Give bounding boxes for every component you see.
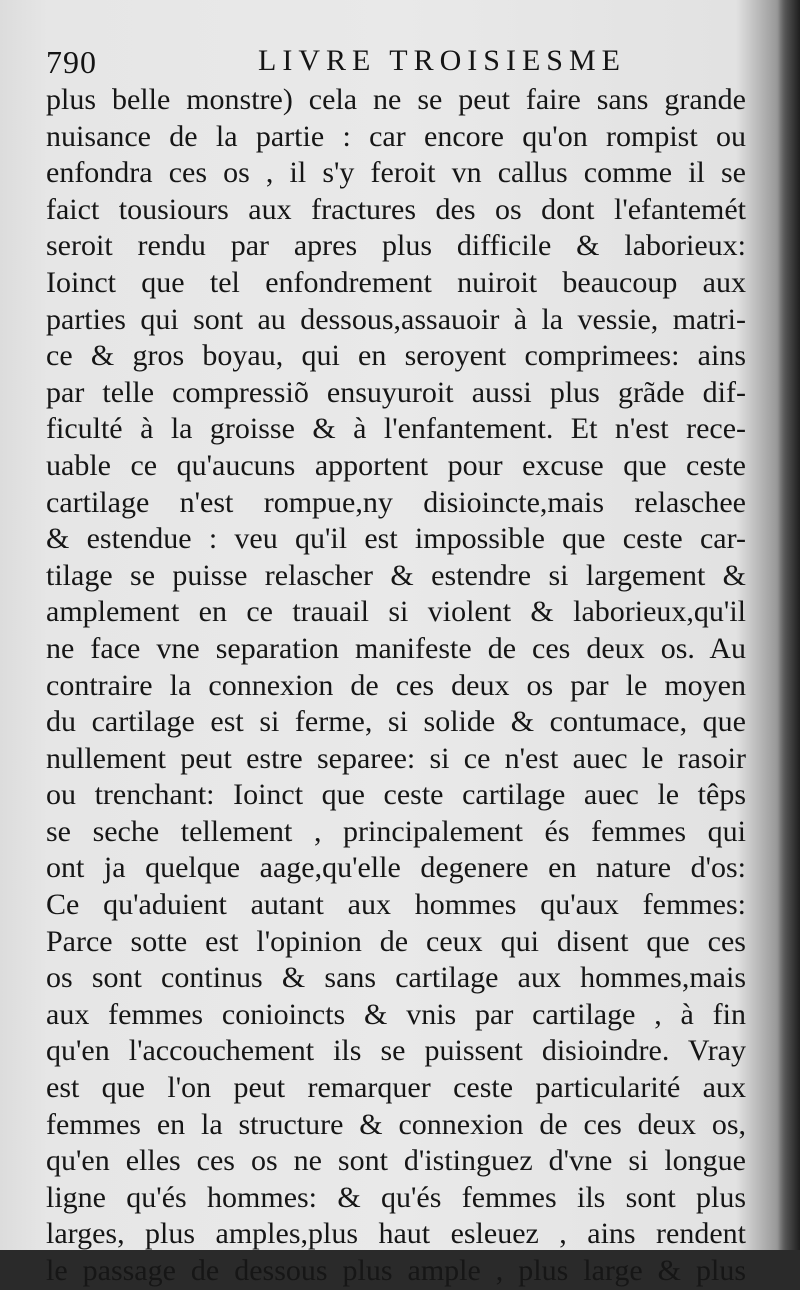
running-title: LIVRE TROISIESME — [258, 44, 626, 77]
text-line: aux femmes conioincts & vnis par cartilage , à fin — [46, 997, 746, 1031]
text-line: qu'en elles ces os ne sont d'istinguez d'vne si longue — [46, 1144, 746, 1178]
text-line: Ioinct que tel enfondrement nuiroit beaucoup aux — [46, 265, 746, 299]
text-line: faict tousiours aux fractures des os dont l'efantemét — [46, 192, 746, 226]
text-line: ou trenchant: Ioinct que ceste cartilage auec le têps — [46, 778, 746, 812]
text-line: du cartilage est si ferme, si solide & contumace, que — [46, 705, 746, 739]
text-line: amplement en ce trauail si violent & laborieux,qu'il — [46, 595, 746, 629]
text-line: enfondra ces os , il s'y feroit vn callus comme il se — [46, 156, 746, 190]
text-line: larges, plus amples,plus haut esleuez , ains rendent — [46, 1217, 746, 1251]
text-line: nullement peut estre separee: si ce n'est auec le rasoir — [46, 741, 746, 775]
text-line: Parce sotte est l'opinion de ceux qui disent que ces — [46, 924, 746, 958]
text-line: parties qui sont au dessous,assauoir à la vessie, matri- — [46, 302, 746, 336]
text-line: contraire la connexion de ces deux os par le moyen — [46, 668, 746, 702]
text-line: cartilage n'est rompue,ny disioincte,mais relaschee — [46, 485, 746, 519]
text-line: par telle compressiõ ensuyuroit aussi plus grãde dif- — [46, 375, 746, 409]
text-line: nuisance de la partie : car encore qu'on rompist ou — [46, 119, 746, 153]
text-line: qu'en l'accouchement ils se puissent disioindre. Vray — [46, 1034, 746, 1068]
page-gutter-shadow — [778, 0, 800, 1250]
text-line: ont ja quelque aage,qu'elle degenere en nature d'os: — [46, 851, 746, 885]
text-line: ficulté à la groisse & à l'enfantement. Et n'est rece- — [46, 412, 746, 446]
text-line: ligne qu'és hommes: & qu'és femmes ils sont plus — [46, 1180, 746, 1214]
body-text — [46, 82, 746, 1290]
text-line: uable ce qu'aucuns apportent pour excuse que ceste — [46, 448, 746, 482]
text-line: ce & gros boyau, qui en seroyent comprimees: ains — [46, 339, 746, 373]
text-line: le passage de dessous plus ample , plus large & plus — [46, 1254, 746, 1287]
text-line: Ce qu'aduient autant aux hommes qu'aux femmes: — [46, 888, 746, 922]
text-line: ne face vne separation manifeste de ces deux os. Au — [46, 631, 746, 665]
text-line: os sont continus & sans cartilage aux hommes,mais — [46, 961, 746, 995]
text-line: seroit rendu par apres plus difficile & laborieux: — [46, 229, 746, 263]
page-number: 790 — [46, 44, 97, 80]
text-line: est que l'on peut remarquer ceste particularité aux — [46, 1071, 746, 1105]
text-line: & estendue : veu qu'il est impossible que ceste car- — [46, 522, 746, 556]
running-head — [46, 40, 736, 84]
text-line: femmes en la structure & connexion de ces deux os, — [46, 1107, 746, 1141]
text-line: tilage se puisse relascher & estendre si largement & — [46, 558, 746, 592]
text-line: plus belle monstre) cela ne se peut faire sans grande — [46, 83, 746, 116]
text-line: se seche tellement , principalement és femmes qui — [46, 814, 746, 848]
